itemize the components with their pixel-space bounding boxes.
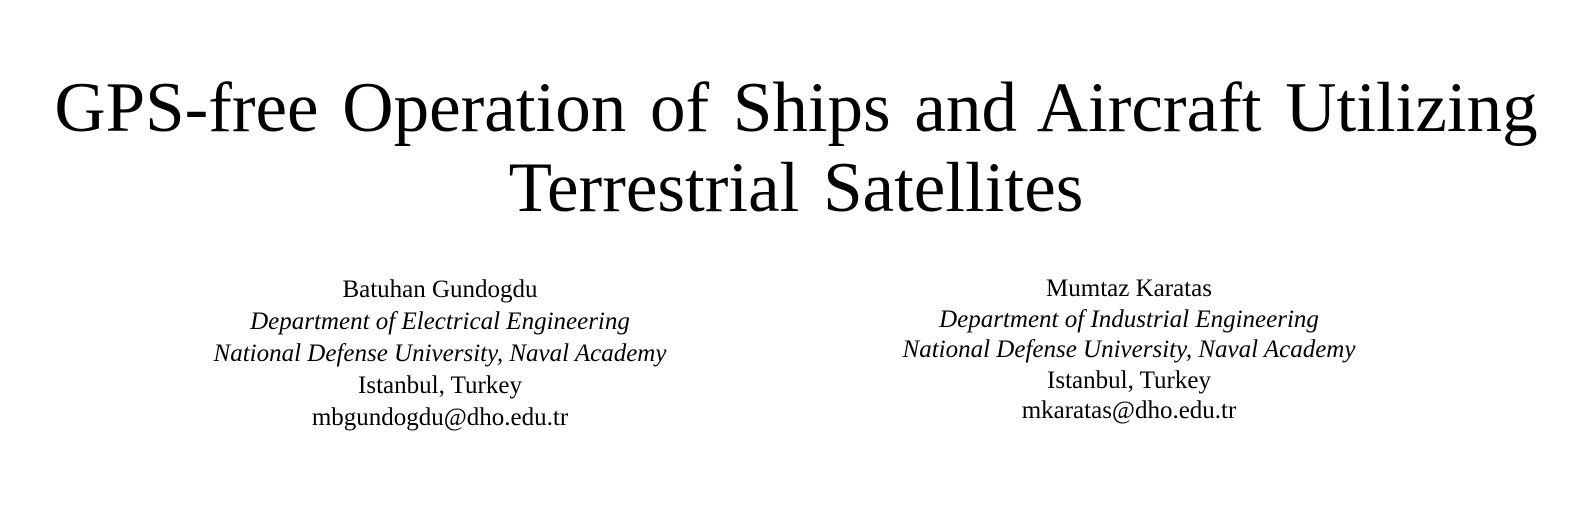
author-block-1: [90, 274, 790, 434]
author-email: mbgundogdu@dho.edu.tr: [311, 404, 569, 431]
author-institution: National Defense University, Naval Academy: [213, 340, 667, 367]
author-location: Istanbul, Turkey: [358, 372, 522, 399]
author-institution: National Defense University, Naval Academy: [902, 336, 1356, 363]
author-name: Batuhan Gundogdu: [342, 276, 538, 303]
author-block-2: [779, 274, 1479, 427]
paper-title: [0, 68, 1592, 228]
author-department: Department of Electrical Engineering: [250, 308, 630, 335]
author-department: Department of Industrial Engineering: [939, 305, 1319, 333]
paper-title-line-1: GPS-free Operation of Ships and Aircraft Utilizing: [54, 69, 1538, 147]
author-location: Istanbul, Turkey: [1047, 366, 1211, 394]
paper-title-line-2: Terrestrial Satellites: [508, 149, 1084, 227]
author-name: Mumtaz Karatas: [1046, 275, 1212, 302]
author-email: mkaratas@dho.edu.tr: [1021, 397, 1237, 424]
